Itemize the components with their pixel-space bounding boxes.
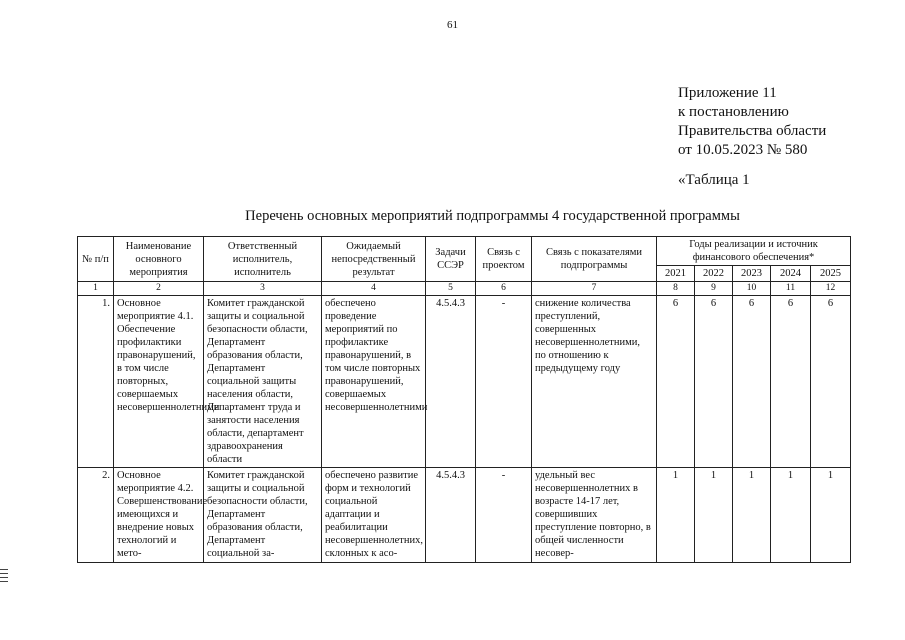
row-name-text: Основное мероприятие 4.2. Совершенствование имеющихся и внедрение новых технологий и мето- bbox=[117, 470, 208, 559]
table-row bbox=[78, 468, 851, 563]
row-tasks: 4.5.4.3 bbox=[426, 468, 476, 563]
row-executor: Комитет гражданской защиты и социальной безопасности области, Департамент образования области, Департамент социальной защиты населения области, Департамент труда и занятости населения области, департамент здравоохранения области bbox=[204, 296, 322, 468]
row-result-text: обеспечено развитие форм и технологий социальной адаптации и реабилитации несовершеннолетних, склонных к асо- bbox=[325, 470, 423, 559]
row-indicators bbox=[532, 468, 657, 563]
table-label: «Таблица 1 bbox=[678, 172, 750, 188]
table-row bbox=[78, 296, 851, 468]
row-year-value: 1 bbox=[695, 468, 733, 563]
column-number: 8 bbox=[657, 282, 695, 296]
activities-table bbox=[77, 236, 851, 563]
header-executor: Ответственный исполнитель, исполнитель bbox=[204, 237, 322, 282]
header-year: 2021 bbox=[657, 266, 695, 282]
row-project: - bbox=[476, 468, 532, 563]
column-number: 11 bbox=[771, 282, 811, 296]
row-project: - bbox=[476, 296, 532, 468]
row-name: Основное мероприятие 4.1. Обеспечение профилактики правонарушений, в том числе повторных, совершаемых несовершеннолетними bbox=[114, 296, 204, 468]
appendix-line-2: к постановлению bbox=[678, 104, 789, 120]
header-year: 2022 bbox=[695, 266, 733, 282]
row-num: 2. bbox=[78, 468, 114, 563]
row-result: обеспечено проведение мероприятий по профилактике правонарушений, в том числе повторных правонарушений, совершаемых несовершеннолетними bbox=[322, 296, 426, 468]
header-project: Связь с проектом bbox=[476, 237, 532, 282]
header-tasks: Задачи ССЭР bbox=[426, 237, 476, 282]
page-number: 61 bbox=[447, 19, 458, 31]
row-result bbox=[322, 468, 426, 563]
header-year: 2025 bbox=[811, 266, 851, 282]
header-indicators: Связь с показателями подпрограммы bbox=[532, 237, 657, 282]
row-executor-text: Комитет гражданской защиты и социальной безопасности области, Департамент образования области, Департамент социальной за- bbox=[207, 470, 308, 559]
column-number-row bbox=[78, 282, 851, 296]
header-name: Наименование основного мероприятия bbox=[114, 237, 204, 282]
header-num: № п/п bbox=[78, 237, 114, 282]
row-year-value: 1 bbox=[811, 468, 851, 563]
column-number: 1 bbox=[78, 282, 114, 296]
appendix-line-4: от 10.05.2023 № 580 bbox=[678, 142, 808, 158]
row-indicators-text: удельный вес несовершеннолетних в возрасте 14-17 лет, совершивших преступление повторно, в общей численности несовер- bbox=[535, 470, 651, 559]
column-number: 7 bbox=[532, 282, 657, 296]
row-executor bbox=[204, 468, 322, 563]
column-number: 2 bbox=[114, 282, 204, 296]
column-number: 10 bbox=[733, 282, 771, 296]
row-year-value: 6 bbox=[657, 296, 695, 468]
header-year: 2023 bbox=[733, 266, 771, 282]
header-year: 2024 bbox=[771, 266, 811, 282]
row-year-value: 6 bbox=[771, 296, 811, 468]
header-years-group: Годы реализации и источник финансового обеспечения* bbox=[657, 237, 851, 266]
row-year-value: 6 bbox=[695, 296, 733, 468]
column-number: 12 bbox=[811, 282, 851, 296]
column-number: 9 bbox=[695, 282, 733, 296]
appendix-line-3: Правительства области bbox=[678, 123, 827, 139]
column-number: 3 bbox=[204, 282, 322, 296]
header-result: Ожидаемый непосредственный результат bbox=[322, 237, 426, 282]
row-year-value: 1 bbox=[657, 468, 695, 563]
appendix-line-1: Приложение 11 bbox=[678, 85, 777, 101]
column-number: 5 bbox=[426, 282, 476, 296]
column-number: 4 bbox=[322, 282, 426, 296]
row-year-value: 6 bbox=[733, 296, 771, 468]
row-year-value: 1 bbox=[733, 468, 771, 563]
header-row bbox=[78, 237, 851, 266]
scan-edge-marks bbox=[0, 569, 8, 585]
row-year-value: 6 bbox=[811, 296, 851, 468]
row-name bbox=[114, 468, 208, 563]
document-title: Перечень основных мероприятий подпрограммы 4 государственной программы bbox=[245, 208, 740, 224]
row-year-value: 1 bbox=[771, 468, 811, 563]
row-tasks: 4.5.4.3 bbox=[426, 296, 476, 468]
column-number: 6 bbox=[476, 282, 532, 296]
appendix-block bbox=[678, 84, 826, 160]
row-indicators: снижение количества преступлений, совершенных несовершеннолетними, по отношению к предыдущему году bbox=[532, 296, 657, 468]
row-num: 1. bbox=[78, 296, 114, 468]
